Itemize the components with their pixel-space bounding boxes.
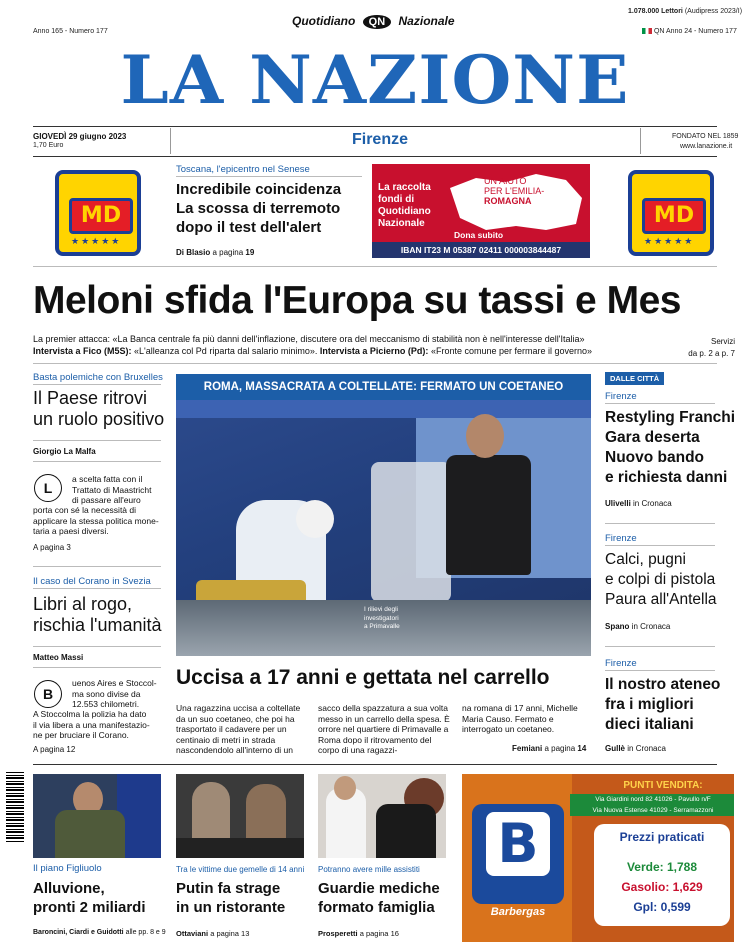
date: GIOVEDÌ 29 giugno 2023 <box>33 132 127 141</box>
tagline-left: Quotidiano <box>292 14 356 28</box>
servizi: Servizi da p. 2 a p. 7 <box>688 337 735 358</box>
price-gpl: Gpl: 0,599 <box>633 900 691 914</box>
top-story-byline: Di Blasio a pagina 19 <box>176 248 255 257</box>
left-headline-2[interactable]: Libri al rogo, rischia l'umanità <box>33 594 162 635</box>
center-col-3: na romana di 17 anni, Michelle Maria Causo. Fermato e interrogato un coetaneo. <box>462 703 578 734</box>
right-kicker-1: Firenze <box>605 391 637 402</box>
left-kicker-1: Basta polemiche con Bruxelles <box>33 372 163 383</box>
barbergas-ad[interactable] <box>462 774 734 942</box>
tagline <box>292 14 492 32</box>
masthead <box>0 0 750 160</box>
issue-right: QN Anno 24 - Numero 177 <box>642 28 737 35</box>
readers: 1.078.000 Lettori (Audipress 2023/I) <box>628 8 743 15</box>
left-page-2: A pagina 12 <box>33 745 76 754</box>
top-story-headline[interactable]: Incredibile coincidenza La scossa di terremoto dopo il test dell'alert <box>176 181 342 236</box>
dalle-citta-label: DALLE CITTÀ <box>605 372 664 385</box>
charity-ad[interactable] <box>372 164 590 258</box>
price-verde: Verde: 1,788 <box>626 860 698 874</box>
left-text-2b: A Stoccolma la polizia ha dato il via libera a una manifestazio- ne per bruciare il Corano. <box>33 709 150 740</box>
md-logo: MD <box>69 198 133 234</box>
edition[interactable]: Firenze <box>351 131 408 148</box>
bottom-headline-2[interactable]: Putin fa strage in un ristorante <box>176 880 286 916</box>
doctor-photo[interactable] <box>318 774 446 858</box>
aiuto-text: UN AIUTO PER L'EMILIA- ROMAGNA <box>484 176 545 206</box>
twins-photo[interactable] <box>176 774 304 858</box>
price-gasolio: Gasolio: 1,629 <box>621 880 703 894</box>
crime-scene-photo[interactable] <box>176 400 591 656</box>
main-summary: La premier attacca: «La Banca centrale fa più danni dell'inflazione, discutere ora del meccanismo di stabilità non è nell'interesse dell'Italia» Intervista a Fico (M5S): «L'alleanza col Pd riparta dal salario minimo». Intervista a Picierno (Pd): «Fronte comune per fermare il governo» <box>33 334 593 356</box>
left-author-2: Matteo Massi <box>33 653 84 662</box>
right-kicker-3: Firenze <box>605 658 637 669</box>
star-icon: ★★★★★ <box>71 236 122 246</box>
bottom-kicker-2: Tra le vittime due gemelle di 14 anni <box>176 865 305 874</box>
main-headline[interactable]: Meloni sfida l'Europa su tassi e Mes <box>33 279 681 322</box>
charity-text: La raccolta fondi di Quotidiano Nazionale <box>378 182 431 229</box>
right-byline-1: Ulivelli in Cronaca <box>605 499 672 508</box>
barbergas-logo <box>472 804 564 904</box>
center-headline[interactable]: Uccisa a 17 anni e gettata nel carrello <box>176 666 550 689</box>
addresses: Via Giardini nord 82 41026 - Pavullo n/F Via Nuova Estense 41029 - Serramazzoni <box>570 794 734 816</box>
issue-left: Anno 165 - Numero 177 <box>33 28 108 35</box>
prezzi-box <box>594 824 730 926</box>
right-headline-2[interactable]: Calci, pugni e colpi di pistola Paura all'Antella <box>605 551 717 608</box>
bottom-kicker-1: Il piano Figliuolo <box>33 863 102 874</box>
right-kicker-2: Firenze <box>605 533 637 544</box>
bottom-headline-1[interactable]: Alluvione, pronti 2 miliardi <box>33 880 146 916</box>
top-story-kicker: Toscana, l'epicentro nel Senese <box>176 164 310 175</box>
left-page-1: A pagina 3 <box>33 543 71 552</box>
left-kicker-2: Il caso del Corano in Svezia <box>33 576 151 587</box>
bottom-byline-1: Baroncini, Ciardi e Guidotti alle pp. 8 e 9 <box>33 929 166 936</box>
photo-caption: I rilievi degli investigatori a Primavalle <box>364 606 400 630</box>
center-col-1: Una ragazzina uccisa a coltellate da un suo coetaneo, che poi ha trasportato il cadavere per un centinaio di metri in strada nascondendolo all'interno di un <box>176 703 301 755</box>
newspaper-title[interactable]: LA NAZIONE <box>120 41 630 119</box>
dropcap-l: L <box>34 474 62 502</box>
left-text-2a: uenos Aires e Stoccol- ma sono divise da 12.553 chilometri. <box>72 678 157 709</box>
figliuolo-photo[interactable] <box>33 774 161 858</box>
left-author-1: Giorgio La Malfa <box>33 447 96 456</box>
founded: FONDATO NEL 1859 <box>672 133 739 140</box>
barbergas-brand: Barbergas <box>490 906 546 918</box>
italy-flag-icon <box>642 28 652 34</box>
left-text-1b: porta con sé la necessità di applicare la stessa politica mone- taria a paesi diversi. <box>33 505 159 536</box>
center-col-2: sacco della spazzatura a sua volta messo in un carrello della spesa. È orrore nel quartiere di Primavalle a Roma dopo il ritrovamento del corpo di una ragazzi- <box>318 703 450 755</box>
barcode <box>6 772 24 842</box>
iban: IBAN IT23 M 05387 02411 000003844487 <box>372 242 590 258</box>
md-ad-right[interactable] <box>628 170 714 256</box>
tagline-right: Nazionale <box>398 14 455 28</box>
right-headline-1[interactable]: Restyling Franchi Gara deserta Nuovo bando e richiesta danni <box>605 409 736 486</box>
qn-logo: QN <box>363 15 392 29</box>
md-logo: MD <box>642 198 706 234</box>
right-byline-2: Spano in Cronaca <box>605 622 671 631</box>
right-headline-3[interactable]: Il nostro ateneo fra i migliori dieci italiani <box>605 676 721 733</box>
bottom-kicker-3: Potranno avere mille assistiti <box>318 865 420 874</box>
dropcap-b: B <box>34 680 62 708</box>
bottom-headline-3[interactable]: Guardie mediche formato famiglia <box>318 880 440 916</box>
price: 1,70 Euro <box>33 142 64 149</box>
b-logo-icon: B <box>486 812 550 876</box>
punti-vendita: PUNTI VENDITA: <box>623 780 703 791</box>
left-text-1a: a scelta fatta con il Trattato di Maastricht di passare all'euro <box>72 474 152 505</box>
dona-subito[interactable]: Dona subito <box>454 230 504 240</box>
bottom-byline-2: Ottaviani a pagina 13 <box>176 929 250 938</box>
star-icon: ★★★★★ <box>644 236 695 246</box>
prezzi-title: Prezzi praticati <box>619 830 705 844</box>
left-headline-1[interactable]: Il Paese ritrovi un ruolo positivo <box>33 388 165 429</box>
md-ad-left[interactable] <box>55 170 141 256</box>
bottom-byline-3: Prosperetti a pagina 16 <box>318 929 399 938</box>
right-byline-3: Gullè in Cronaca <box>605 744 666 753</box>
photo-banner: ROMA, MASSACRATA A COLTELLATE: FERMATO UN COETANEO <box>176 374 591 400</box>
site-link[interactable]: www.lanazione.it <box>680 143 733 150</box>
center-byline: Femiani a pagina 14 <box>512 744 587 753</box>
